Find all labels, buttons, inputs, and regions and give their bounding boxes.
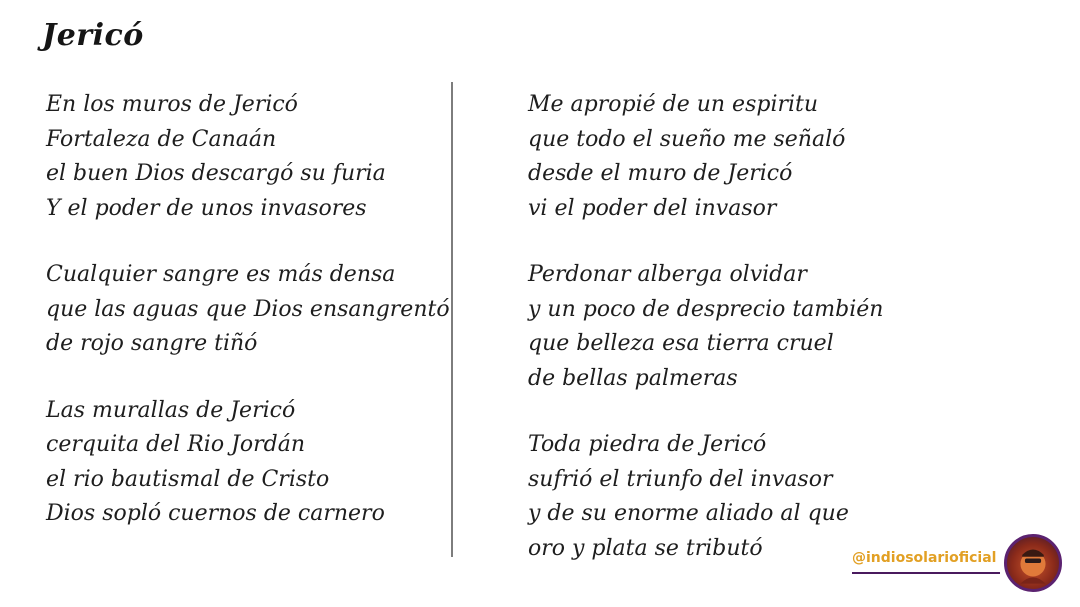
avatar-logo-icon[interactable]: [1004, 534, 1062, 592]
poem-title: Jericó: [42, 18, 144, 53]
poem-line: vi el poder del invasor: [528, 195, 777, 221]
poem-line: desde el muro de Jericó: [528, 161, 793, 186]
stanza: [46, 258, 450, 362]
poem-line: cerquita del Rio Jordán: [46, 432, 306, 457]
poem-line: En los muros de Jericó: [46, 92, 298, 117]
poem-line: Y el poder de unos invasores: [46, 195, 367, 221]
poem-line: que belleza esa tierra cruel: [528, 331, 834, 356]
stanza: [46, 88, 450, 226]
poem-line: sufrió el triunfo del invasor: [528, 466, 833, 492]
poem-line: que todo el sueño me señaló: [528, 126, 846, 152]
poem-line: y de su enorme aliado al que: [528, 501, 849, 526]
avatar-portrait-icon: [1007, 537, 1059, 589]
poem-line: el buen Dios descargó su furia: [46, 161, 386, 186]
social-handle[interactable]: @indiosolarioficial: [852, 550, 997, 566]
poem-line: y un poco de desprecio también: [528, 296, 884, 322]
handle-underline: [852, 572, 1000, 574]
poem-line: Toda piedra de Jericó: [528, 432, 767, 457]
stanza: [528, 428, 883, 566]
poem-line: Me apropié de un espiritu: [528, 92, 819, 117]
stanza: [528, 258, 883, 396]
poem-line: de bellas palmeras: [528, 365, 738, 391]
poem-line: Fortaleza de Canaán: [46, 126, 277, 152]
poem-line: que las aguas que Dios ensangrentó: [46, 296, 450, 322]
column-divider: [451, 82, 453, 557]
poem-line: de rojo sangre tiñó: [46, 331, 258, 356]
stanza: [46, 394, 450, 532]
poem-line: Las murallas de Jericó: [46, 397, 296, 423]
poem-left-column: [46, 88, 450, 564]
poem-right-column: [528, 88, 883, 598]
stanza: [528, 88, 883, 226]
poem-line: Dios sopló cuernos de carnero: [46, 501, 385, 526]
poem-line: Perdonar alberga olvidar: [528, 262, 807, 287]
poem-line: Cualquier sangre es más densa: [46, 262, 396, 287]
poem-line: el rio bautismal de Cristo: [46, 466, 330, 492]
poem-line: oro y plata se tributó: [528, 535, 763, 561]
